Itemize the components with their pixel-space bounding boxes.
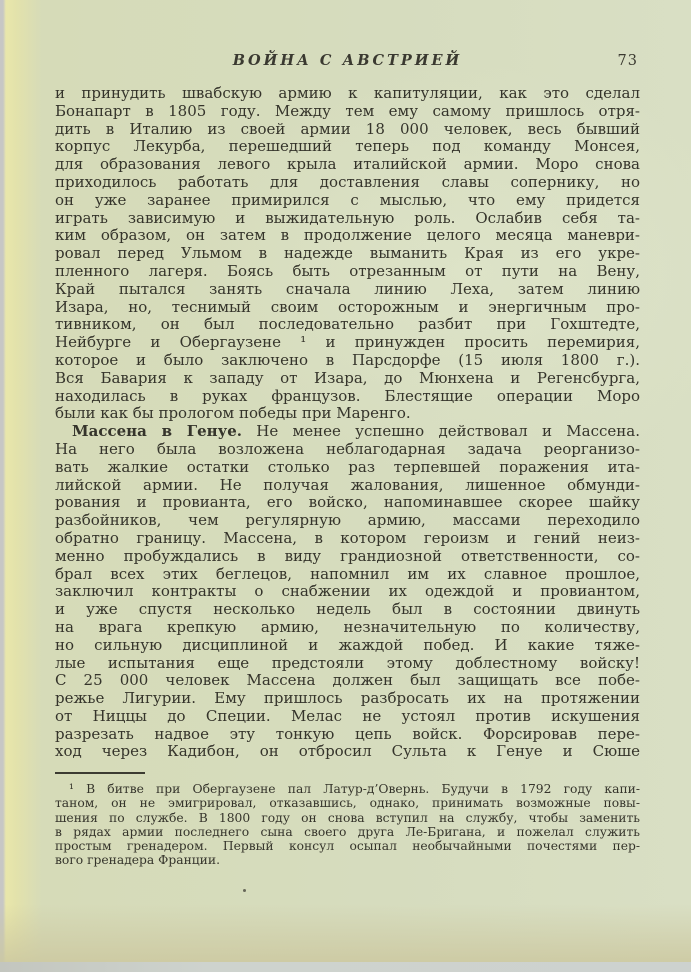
page-number: 73 (617, 53, 638, 69)
text-line: лийской армии. Не получая жалования, лишенное обмунди- (55, 475, 640, 494)
text-line: режье Лигурии. Ему пришлось разбросать их на протяжении (55, 689, 640, 708)
ink-speck (243, 889, 246, 892)
page-header (55, 52, 640, 72)
text-line: были как бы прологом победы при Маренго. (55, 404, 411, 423)
text-line: С 25 000 человек Массена должен был защищать все побе- (55, 671, 640, 690)
text-line: рования и провианта, его войско, напоминавшее скорее шайку (55, 493, 640, 512)
footnote-divider (55, 772, 145, 774)
text-line: разрезать надвое эту тонкую цепь войск. Форсировав пере- (55, 724, 640, 743)
text-line: в рядах армии последнего сына своего друга Ле-Бригана, и пожелал служить (55, 824, 640, 839)
paragraph-lead-bold: Массена в Генуе. (72, 422, 242, 441)
text-line: пленного лагеря. Боясь быть отрезанным от пути на Вену, (55, 261, 640, 280)
text-line: ким образом, он затем в продолжение целого месяца маневри- (55, 226, 640, 245)
text-line: Бонапарт в 1805 году. Между тем ему самому пришлось отря- (55, 101, 640, 120)
text-line: находилась в руках французов. Блестящие операции Моро (55, 386, 640, 405)
text-line: на врага крепкую армию, незначительную по количеству, (55, 617, 640, 636)
text-line: дить в Италию из своей армии 18 000 человек, весь бывший (55, 119, 640, 138)
text-line: но сильную дисциплиной и жаждой побед. И какие тяже- (55, 635, 640, 654)
text-line: корпус Лекурба, перешедший теперь под команду Монсея, (55, 137, 640, 156)
text-line: таном, он не эмигрировал, отказавшись, однако, принимать возможные повы- (55, 796, 640, 811)
text-line: ход через Кадибон, он отбросил Сульта к Генуе и Сюше (55, 742, 640, 761)
text-line: он уже заранее примирился с мыслью, что ему придется (55, 190, 640, 209)
text-line: шения по службе. В 1800 году он снова вступил на службу, чтобы заменить (55, 810, 640, 825)
text-line: заключил контракты о снабжении их одеждой и провиантом, (55, 582, 640, 601)
text-line: которое и было заключено в Парсдорфе (15 июля 1800 г.). (55, 350, 640, 369)
text-line: приходилось работать для доставления славы сопернику, но (55, 172, 640, 191)
text-line: Вся Бавария к западу от Изара, до Мюнхена и Регенсбурга, (55, 368, 640, 387)
footnote-block (55, 782, 640, 868)
text-line: Нейбурге и Обергаузене ¹ и принужден просить перемирия, (55, 333, 640, 352)
text-line: вать жалкие остатки столько раз терпевшей поражения ита- (55, 457, 640, 476)
text-line: простым гренадером. Первый консул осыпал необычайными почестями пер- (55, 839, 640, 854)
main-text-block (55, 85, 640, 761)
text-line: ровал перед Ульмом в надежде выманить Края из его укре- (55, 244, 640, 263)
text-line: от Ниццы до Специи. Мелас не устоял против искушения (55, 706, 640, 725)
text-line: обратно границу. Массена, в котором героизм и гений неиз- (55, 528, 640, 547)
text-line: На него была возложена неблагодарная задача реорганизо- (55, 439, 640, 458)
text-line: для образования левого крыла италийской армии. Моро снова (55, 155, 640, 174)
running-title: ВОЙНА С АВСТРИЕЙ (232, 52, 463, 69)
text-line: лые испытания еще предстояли этому доблестному войску! (55, 653, 640, 672)
text-line: вого гренадера Франции. (55, 853, 220, 868)
text-line: брал всех этих беглецов, напомнил им их славное прошлое, (55, 564, 640, 583)
text-line: играть зависимую и выжидательную роль. Ослабив себя та- (55, 208, 640, 227)
page-bottom-edge (0, 962, 691, 972)
text-line: и принудить швабскую армию к капитуляции, как это сделал (55, 84, 640, 102)
text-line: Край пытался занять сначала линию Леха, затем линию (55, 279, 640, 298)
text-line: ¹ В битве при Обергаузене пал Латур-д’Овернь. Будучи в 1792 году капи- (69, 782, 640, 796)
text-line: тивником, он был последовательно разбит при Гохштедте, (55, 315, 640, 334)
text-line: разбойников, чем регулярную армию, массами переходило (55, 511, 640, 530)
text-line: Изара, но, теснимый своим осторожным и энергичным про- (55, 297, 640, 316)
text-line: и уже спустя несколько недель был в состоянии двинуть (55, 600, 640, 619)
text-line: Массена в Генуе. Не менее успешно действовал и Массена. (72, 422, 640, 441)
text-line: менно пробуждались в виду грандиозной ответственности, со- (55, 546, 640, 565)
